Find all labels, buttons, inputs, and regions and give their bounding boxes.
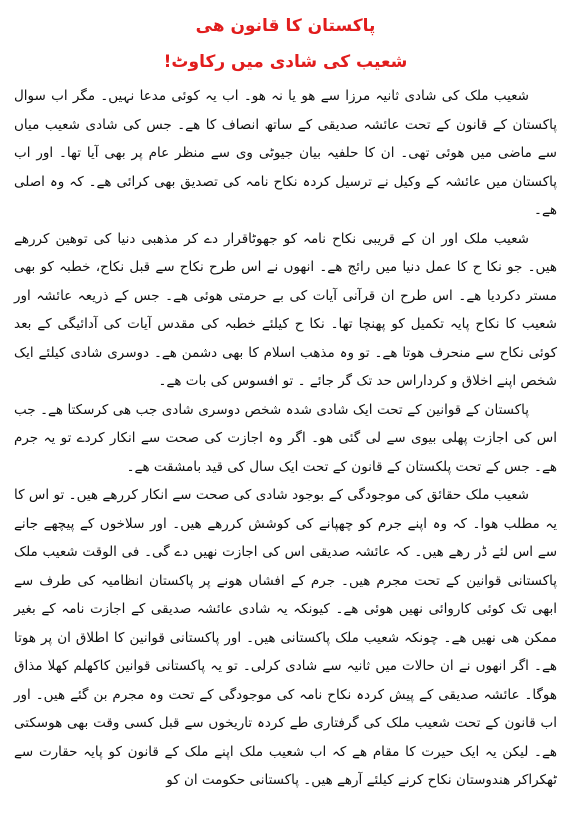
paragraph-3: پاکستان کے قوانین کے تحت ایک شادی شدہ شخص دوسری شادی جب ھی کرسکتا ھے۔ جب اس کی اجازت پھلی بیوی سے لی گئی ھو۔ اگر وہ اجازت کی صحت سے انکار کردے تو یہ جرم ھے۔ جس کے تحت پلکستان کے قانون کے تحت ایک سال کی قید بامشقت ھے۔	[14, 401, 557, 475]
article-title: پاکستان کا قانون ھی	[195, 16, 376, 36]
paragraph-1: شعیب ملک کی شادی ثانیہ مرزا سے ھو یا نہ ھو۔ اب یہ کوئی مدعا نہیں۔ مگر اب سوال پاکستان کے قانون کے تحت عائشہ صدیقی کے ساتھ انصاف کا ھے۔ جس کی شادی شعیب میاں سے ماضی میں ھوئی تھی۔ ان کا حلفیہ بیان جیوٹی وی سے منظر عام پر بھی آیا تھا۔ اور اب پاکستان میں عائشہ کے وکیل نے ترسیل کردہ نکاح نامہ کی تصدیق بھی کرائی ھے۔ کہ وہ اصلی ھے۔	[14, 88, 557, 218]
paragraph-4: شعیب ملک حقائق کی موجودگی کے بوجود شادی کی صحت سے انکار کررھے ھیں۔ تو اس کا یہ مطلب ھوا۔ کہ وہ اپنے جرم کو چھپانے کی کوشش کررھے ھیں۔ اور سلاخوں کے پیچھے جانے سے اس لئے ڈر رھے ھیں۔ کہ عائشہ صدیقی اس کی اجازت نھیں دے گی۔ فی الوقت شعیب ملک پاکستانی قوانین کے تحت مجرم ھیں۔ جرم کے افشاں ھونے پر پاکستان انظامیہ کی طرف سے ابھی تک کوئی کاروائی نھیں ھوئی ھے۔ کیونکہ یہ شادی عائشہ صدیقی کے اجازت نامہ کے بغیر ممکن ھی نھیں ھے۔ چونکہ شعیب ملک پاکستانی ھیں۔ اور پاکستانی قوانین کا اطلاق ان پر ھوتا ھے۔ اگر انھوں نے ان حالات میں ثانیہ سے شادی کرلی۔ تو یہ پاکستانی قوانین کاکھلم کھلا مذاق ھوگا۔ عائشہ صدیقی کے پیش کردہ نکاح نامہ کی موجودگی کے تحت وہ مجرم بن گئے ھیں۔ اور اب قانون کے تحت شعیب ملک کی گرفتاری طے کردہ تاریخوں سے قبل کسی وقت بھی ھوسکتی ھے۔ لیکن یہ ایک حیرت کا مقام ھے کہ اب شعیب ملک اپنے ملک کے قانون کو پایہ حقارت سے ٹھکراکر ھندوستان نکاح کرنے کیلئے آرھے ھیں۔ پاکستانی حکومت ان کو	[14, 487, 557, 788]
article-subtitle: شعیب کی شادی میں رکاوٹ!	[163, 52, 408, 72]
paragraph-2: شعیب ملک اور ان کے قریبی نکاح نامہ کو جھوٹاقرار دے کر مذھبی دنیا کی توھین کررھے ھیں۔ جو نکا ح کا عمل دنیا میں رائج ھے۔ انھوں نے اس طرح نکاح سے قبل نکاح، خطبہ کو بھی مستر دکردیا ھے۔ اس طرح ان قرآنی آیات کی بے حرمتی ھوئی ھے۔ جس کے ذریعہ عائشہ اور شعیب کا نکاح پایہ تکمیل کو پھنچا تھا۔ نکا ح کیلئے خطبہ کی مقدس آیات کی آدائیگی کے بعد کوئی نکاح سے منحرف ھوتا ھے۔ تو وہ مذھب اسلام کا بھی دشمن ھے۔ دوسری شادی کیلئے ایک شخص اپنے اخلاق و کرداراس حد تک گر جائے ۔ تو افسوس کی بات ھے۔	[14, 230, 557, 389]
